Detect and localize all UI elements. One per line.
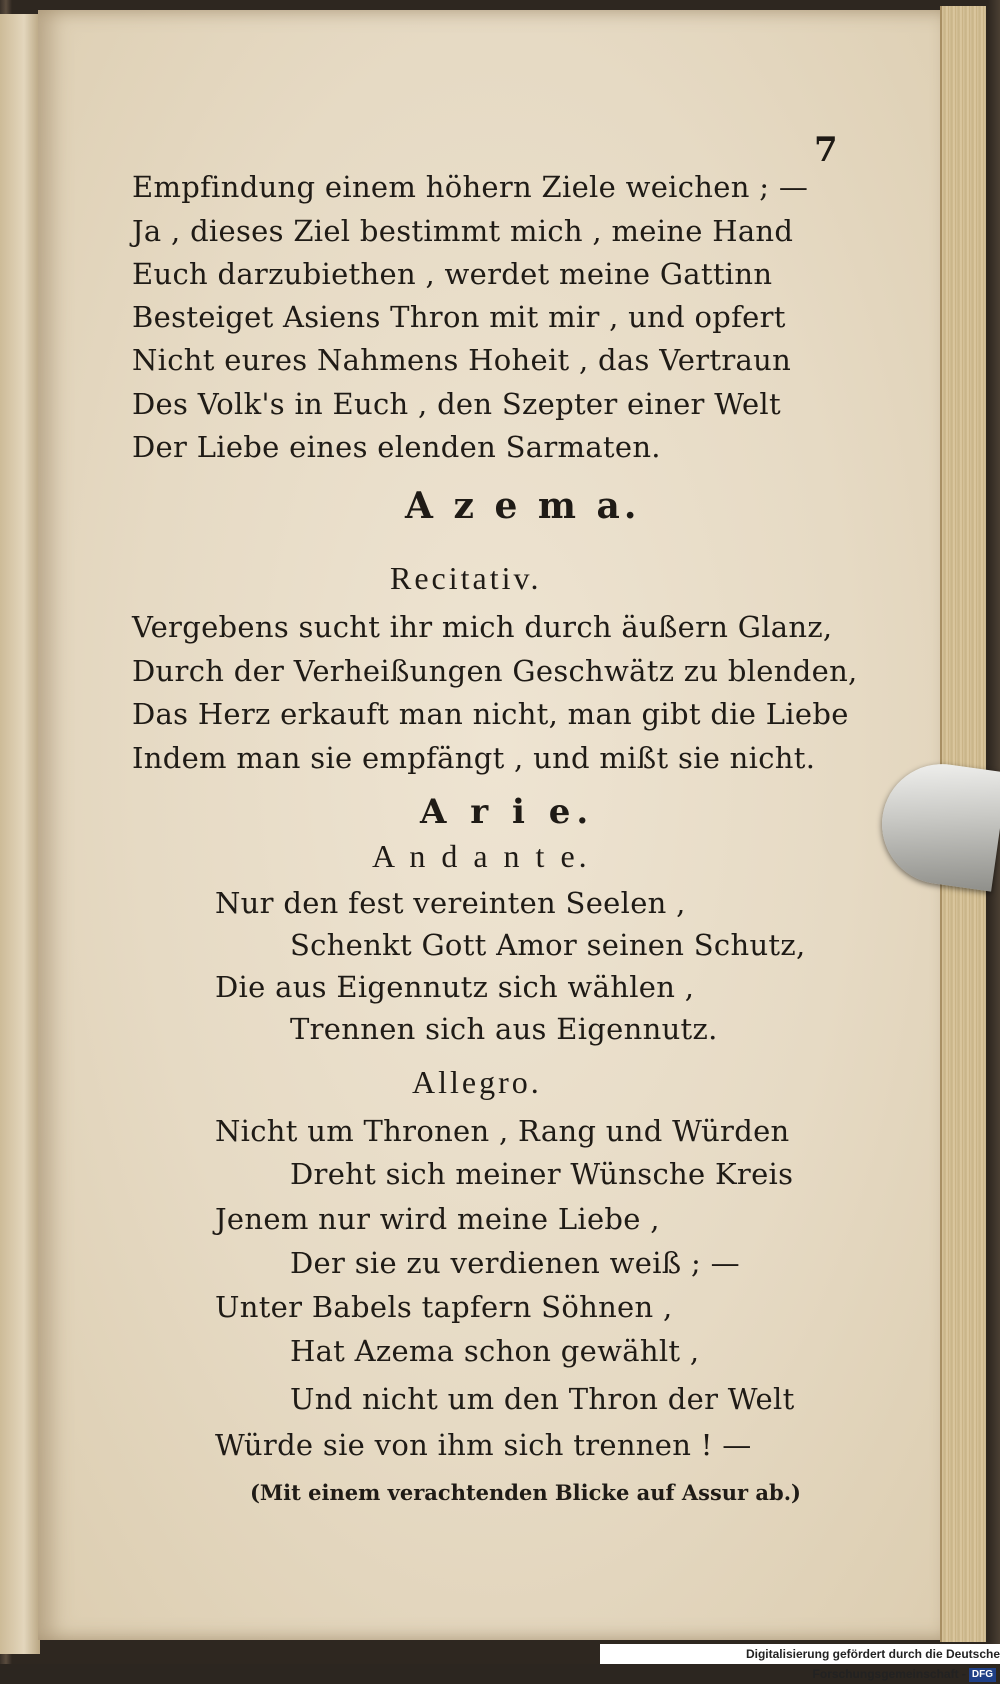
speech-line: Nicht eures Nahmens Hoheit , das Vertraun [132,343,792,377]
facing-page-edge [0,14,40,1654]
speech-line: Der Liebe eines elenden Sarmaten. [132,430,661,464]
recitativ-line: Das Herz erkauft man nicht, man gibt die Liebe [132,697,849,731]
digitization-credit [600,1644,1000,1681]
recitativ-label: Recitativ. [390,560,542,596]
speech-line: Ja , dieses Ziel bestimmt mich , meine Hand [132,214,794,248]
page-number: 7 [814,130,838,170]
recitativ-line: Durch der Verheißungen Geschwätz zu blenden, [132,654,858,688]
andante-line: Nur den fest vereinten Seelen , [215,886,686,920]
allegro-line: Und nicht um den Thron der Welt [290,1382,795,1416]
allegro-label: Allegro. [412,1064,542,1100]
recitativ-line: Vergebens sucht ihr mich durch äußern Glanz, [132,610,833,644]
andante-line: Die aus Eigennutz sich wählen , [215,970,695,1004]
speaker-name: A z e m a. [405,485,641,527]
credit-text: Digitalisierung gefördert durch die Deutsche Forschungsgemeinschaft - [745,1647,1000,1681]
speech-line: Empfindung einem höhern Ziele weichen ; — [132,170,809,204]
allegro-line: Jenem nur wird meine Liebe , [215,1202,660,1236]
speech-line: Euch darzubiethen , werdet meine Gattinn [132,257,773,291]
speech-line: Besteiget Asiens Thron mit mir , und opfert [132,300,786,334]
allegro-line: Unter Babels tapfern Söhnen , [215,1290,673,1324]
dfg-logo: DFG [969,1668,996,1682]
allegro-line: Würde sie von ihm sich trennen ! — [215,1428,752,1462]
allegro-line: Hat Azema schon gewählt , [290,1334,700,1368]
andante-line: Schenkt Gott Amor seinen Schutz, [290,928,806,962]
andante-label: A n d a n t e. [372,838,591,874]
andante-line: Trennen sich aus Eigennutz. [290,1012,718,1046]
allegro-line: Dreht sich meiner Wünsche Kreis [290,1157,794,1191]
stage-direction: (Mit einem verachtenden Blicke auf Assur ab.) [250,1480,801,1505]
allegro-line: Nicht um Thronen , Rang und Würden [215,1114,790,1148]
allegro-line: Der sie zu verdienen weiß ; — [290,1246,740,1280]
speech-line: Des Volk's in Euch , den Szepter einer Welt [132,387,781,421]
recitativ-line: Indem man sie empfängt , und mißt sie nicht. [132,741,816,775]
arie-label: A r i e. [420,792,595,832]
